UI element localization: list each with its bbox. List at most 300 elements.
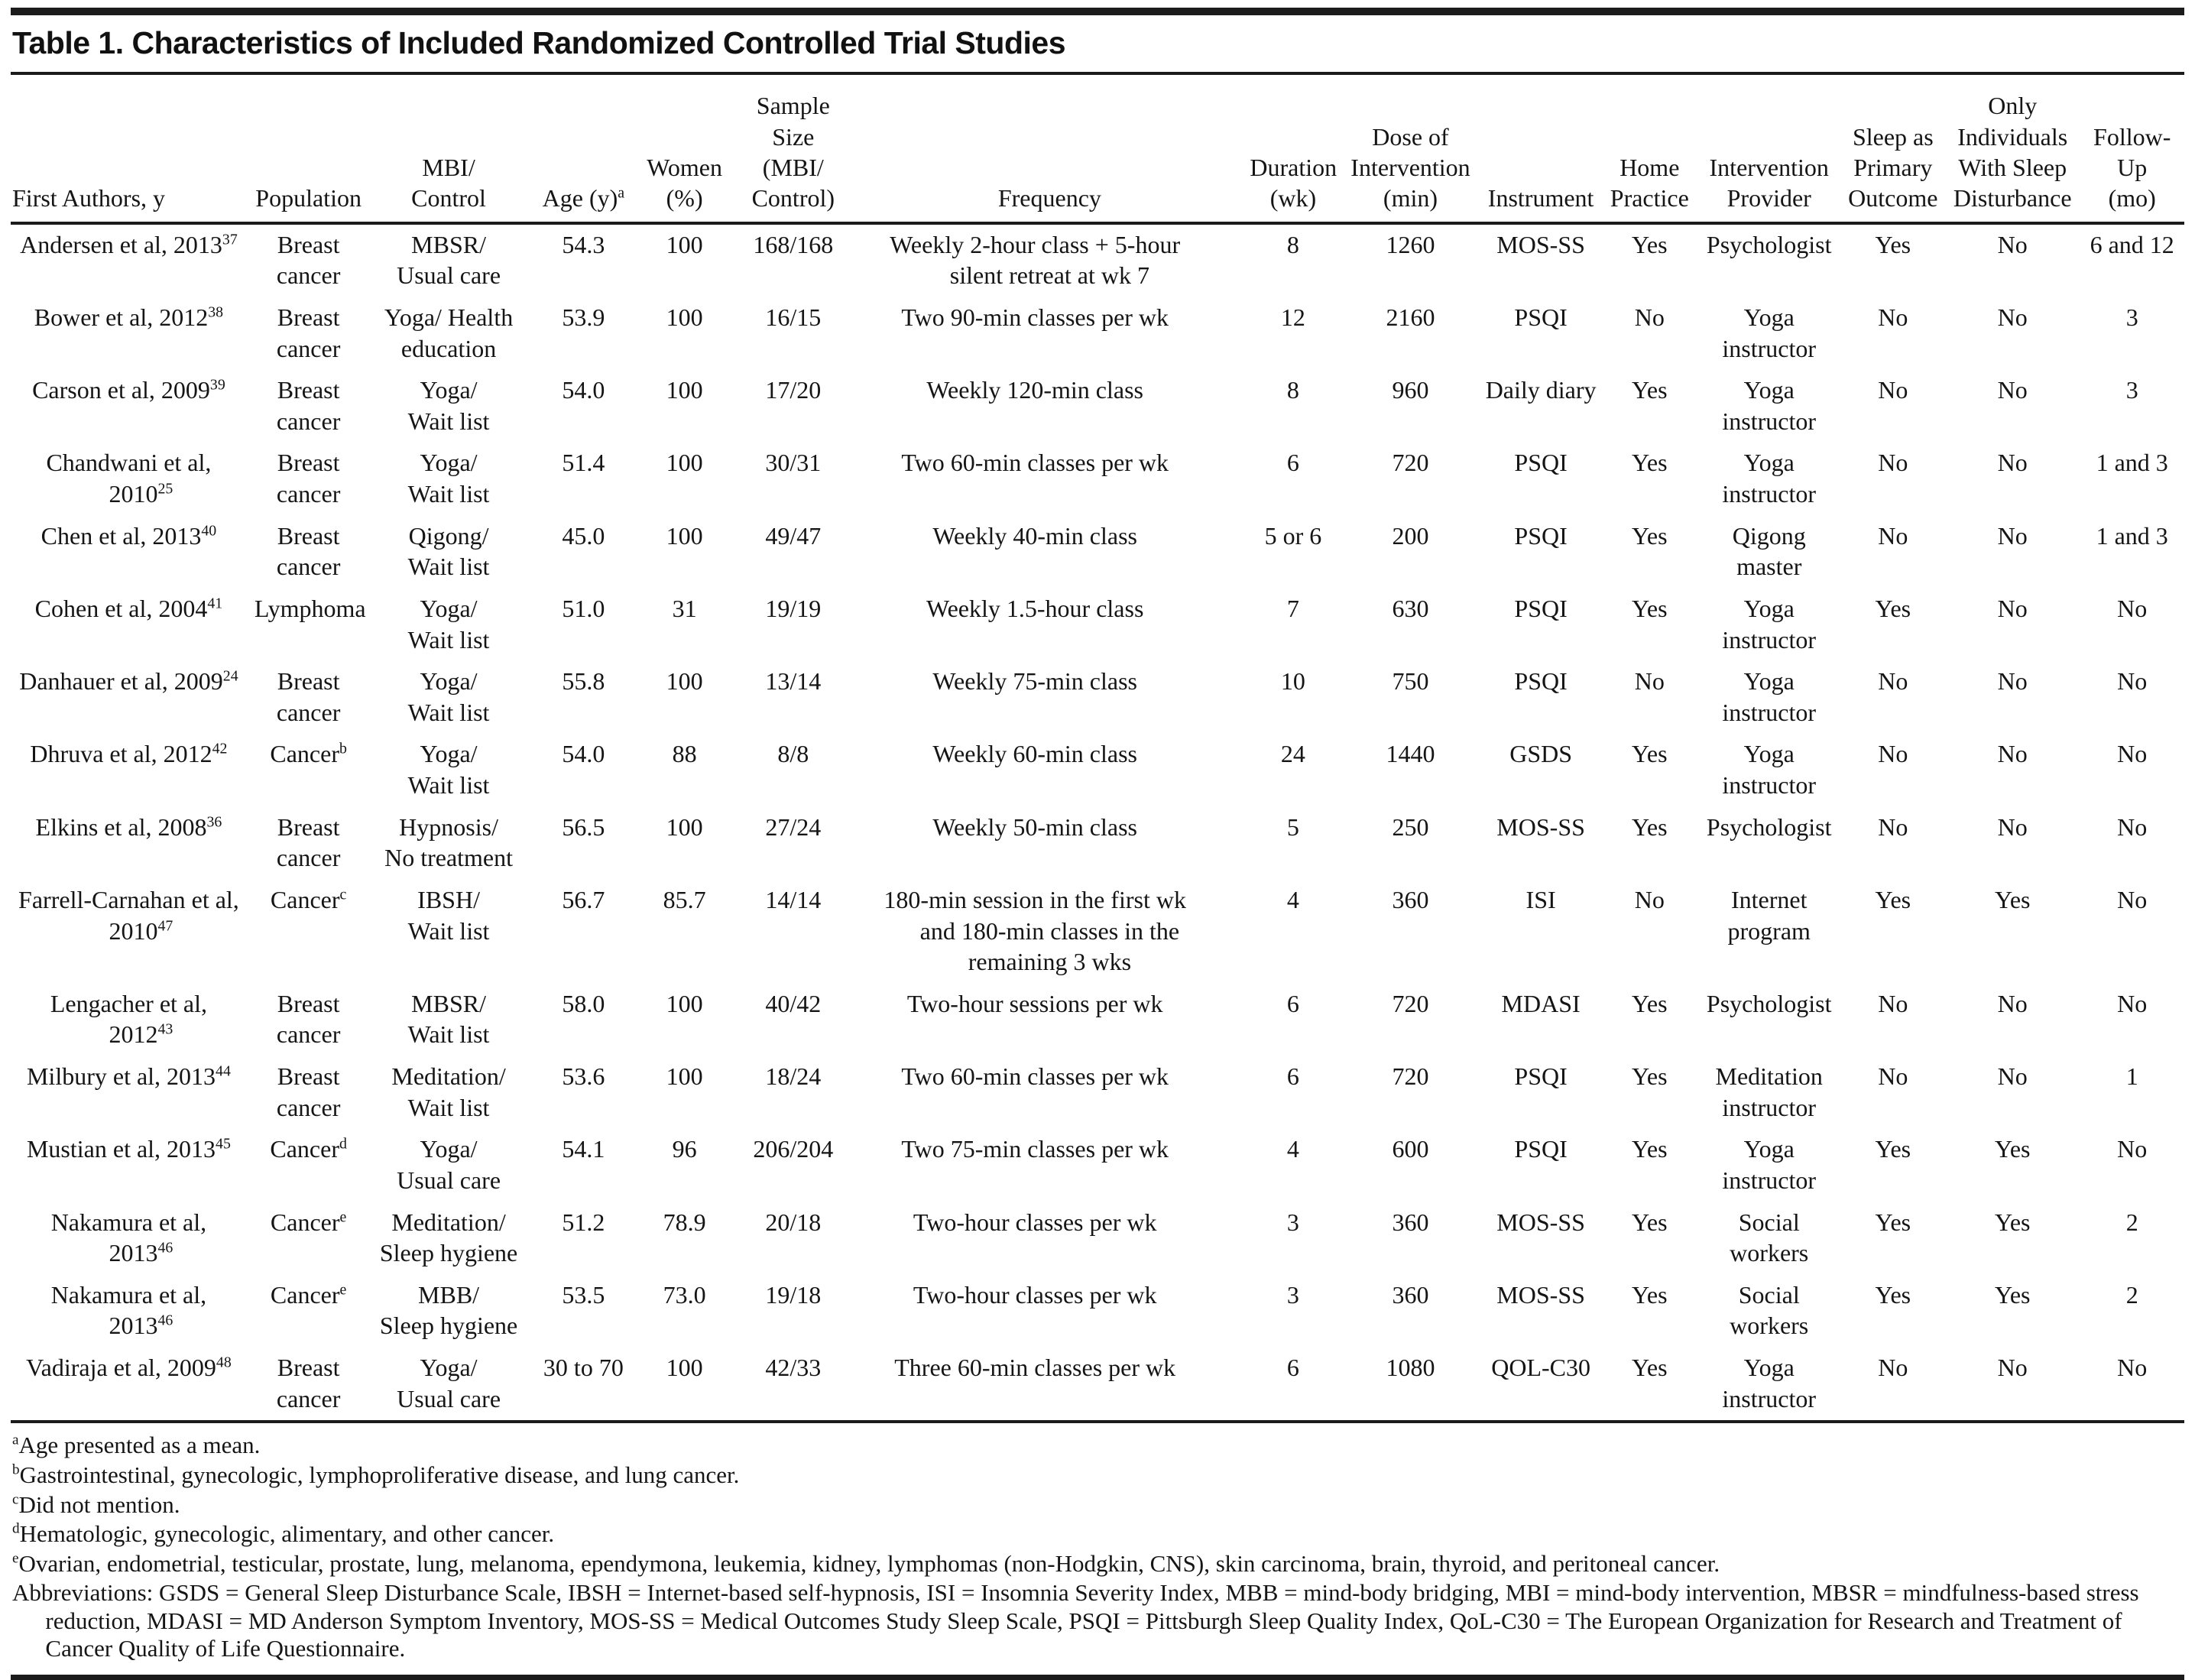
cell-dose: 2160	[1386, 303, 1435, 331]
cell-provider: Psychologist	[1706, 989, 1832, 1017]
table-row	[11, 734, 2184, 806]
cell-age: 54.0	[562, 376, 605, 404]
cell-provider: Yoga instructor	[1722, 1135, 1817, 1194]
cell-sample: 18/24	[765, 1062, 822, 1091]
cell-mbi_control: MBSR/ Wait list	[407, 989, 490, 1049]
cell-sample: 20/18	[765, 1208, 822, 1236]
footnote-marker: c	[12, 1491, 19, 1508]
cell-sleep_primary: No	[1878, 1062, 1908, 1091]
cell-dose: 250	[1392, 812, 1429, 841]
cell-follow_up: 2	[2125, 1280, 2138, 1309]
cell-age: 53.5	[562, 1280, 605, 1309]
cell-follow_up: 1 and 3	[2096, 449, 2168, 477]
cell-mbi_control: Yoga/ Wait list	[407, 667, 490, 726]
table-body	[11, 223, 2184, 1422]
cell-duration: 24	[1280, 740, 1305, 768]
cell-home: Yes	[1632, 449, 1668, 477]
cell-author: Danhauer et al, 2009$^{24}$	[19, 667, 238, 696]
table-row	[11, 1129, 2184, 1202]
footnote-b: $^b$Gastrointestinal, gynecologic, lymphoproliferative disease, and lung cancer.	[12, 1461, 740, 1488]
cell-only_sleep: Yes	[1994, 1208, 2031, 1236]
cell-provider: Yoga instructor	[1722, 667, 1817, 726]
cell-sleep_primary: No	[1878, 449, 1908, 477]
cell-home: Yes	[1632, 594, 1668, 622]
cell-frequency: Two 75-min classes per wk	[901, 1135, 1169, 1163]
superscript-note: 25	[157, 480, 173, 498]
cell-author: Bower et al, 2012$^{38}$	[34, 303, 224, 331]
cell-age: 54.3	[562, 230, 605, 258]
cell-frequency: Two 90-min classes per wk	[901, 303, 1169, 331]
cell-women: 100	[666, 376, 703, 404]
superscript-note: b	[339, 740, 347, 757]
cell-mbi_control: Yoga/ Wait list	[407, 740, 490, 799]
cell-sample: 49/47	[765, 521, 822, 550]
cell-mbi_control: Yoga/ Wait list	[407, 594, 490, 654]
cell-sleep_primary: No	[1878, 740, 1908, 768]
cell-provider: Meditation instructor	[1715, 1062, 1823, 1121]
footnote-marker: b	[12, 1461, 20, 1478]
cell-provider: Social workers	[1730, 1208, 1809, 1267]
cell-duration: 6	[1286, 1062, 1299, 1091]
cell-frequency: Weekly 40-min class	[932, 521, 1137, 550]
cell-only_sleep: Yes	[1994, 1135, 2031, 1163]
column-header-author: First Authors, y	[11, 75, 250, 222]
cell-provider: Yoga instructor	[1722, 594, 1817, 654]
superscript-note: e	[339, 1281, 347, 1299]
cell-duration: 8	[1286, 376, 1299, 404]
cell-population: Cancer$^e$	[270, 1208, 347, 1236]
cell-home: Yes	[1632, 989, 1668, 1017]
cell-dose: 1440	[1386, 740, 1435, 768]
cell-only_sleep: No	[1997, 594, 2028, 622]
cell-dose: 200	[1392, 521, 1429, 550]
cell-age: 51.0	[562, 594, 605, 622]
cell-instrument: PSQI	[1514, 303, 1568, 331]
cell-sleep_primary: No	[1878, 303, 1908, 331]
cell-sample: 27/24	[765, 812, 822, 841]
cell-home: Yes	[1632, 740, 1668, 768]
footnote-marker: d	[12, 1520, 20, 1537]
column-header-women: Women (%)	[637, 75, 732, 222]
cell-dose: 1260	[1386, 230, 1435, 258]
cell-mbi_control: MBB/ Sleep hygiene	[379, 1280, 518, 1340]
cell-frequency: Three 60-min classes per wk	[854, 1348, 1245, 1422]
cell-only_sleep: Yes	[1994, 885, 2031, 913]
cell-sleep_primary: Yes	[1875, 594, 1911, 622]
cell-frequency: 180-min session in the first wk and 180-min classes in the remaining 3 wks	[884, 885, 1186, 976]
cell-provider: Internet program	[1727, 885, 1811, 945]
cell-duration: 6	[1286, 989, 1299, 1017]
cell-home: Yes	[1632, 812, 1668, 841]
cell-dose: 720	[1392, 1062, 1429, 1091]
cell-women: 100	[666, 1062, 703, 1091]
cell-mbi_control: Hypnosis/ No treatment	[384, 812, 514, 872]
cell-dose: 720	[1392, 989, 1429, 1017]
footnotes	[11, 1423, 2184, 1664]
cell-frequency: Two-hour classes per wk	[913, 1208, 1157, 1236]
table-row	[11, 516, 2184, 589]
cell-home: Yes	[1632, 521, 1668, 550]
cell-only_sleep: No	[1997, 376, 2028, 404]
superscript-note: 47	[157, 916, 173, 934]
cell-sleep_primary: No	[1878, 376, 1908, 404]
cell-dose: 360	[1392, 1280, 1429, 1309]
cell-author: Dhruva et al, 2012$^{42}$	[30, 740, 228, 768]
cell-only_sleep: No	[1997, 521, 2028, 550]
cell-sample: 30/31	[765, 449, 822, 477]
cell-only_sleep: Yes	[1994, 1280, 2031, 1309]
cell-author: Farrell-Carnahan et al, 2010$^{47}$	[18, 885, 239, 945]
cell-home: No	[1634, 667, 1665, 696]
top-rule	[11, 8, 2184, 15]
superscript-note: 42	[212, 740, 228, 757]
table-row	[11, 1202, 2184, 1275]
cell-sample: 17/20	[765, 376, 822, 404]
cell-follow_up: 2	[2125, 1208, 2138, 1236]
cell-women: 85.7	[663, 885, 706, 913]
cell-home: Yes	[1632, 1208, 1668, 1236]
table-row	[11, 661, 2184, 734]
cell-home: Yes	[1632, 230, 1668, 258]
column-header-only_sleep: Only Individuals With Sleep Disturbance	[1945, 75, 2080, 222]
cell-duration: 6	[1286, 449, 1299, 477]
column-header-frequency: Frequency	[854, 75, 1245, 222]
cell-home: Yes	[1602, 1348, 1697, 1422]
table-row	[11, 880, 2184, 984]
cell-duration: 5 or 6	[1264, 521, 1322, 550]
cell-duration: 6	[1245, 1348, 1341, 1422]
cell-only_sleep: No	[1997, 667, 2028, 696]
superscript-note: 48	[216, 1354, 232, 1371]
cell-mbi_control: IBSH/ Wait list	[407, 885, 490, 945]
cell-age: 53.9	[562, 303, 605, 331]
cell-duration: 3	[1286, 1280, 1299, 1309]
cell-women: 73.0	[663, 1280, 706, 1309]
cell-sleep_primary: No	[1878, 521, 1908, 550]
cell-only_sleep: No	[1997, 303, 2028, 331]
table-header-row	[11, 75, 2184, 222]
column-header-mbi_control: MBI/ Control	[367, 75, 530, 222]
superscript-note: d	[339, 1135, 347, 1153]
superscript-note: 38	[208, 303, 224, 321]
cell-mbi_control: Qigong/ Wait list	[407, 521, 490, 581]
cell-home: Yes	[1632, 1280, 1668, 1309]
cell-age: 45.0	[562, 521, 605, 550]
cell-frequency: Two-hour classes per wk	[913, 1280, 1157, 1309]
cell-follow_up: 1 and 3	[2096, 521, 2168, 550]
cell-instrument: PSQI	[1514, 521, 1568, 550]
table-row	[11, 589, 2184, 661]
cell-age: 54.0	[562, 740, 605, 768]
cell-dose: 360	[1392, 1208, 1429, 1236]
cell-dose: 360	[1392, 885, 1429, 913]
cell-follow_up: 1	[2125, 1062, 2138, 1091]
table-row	[11, 370, 2184, 443]
superscript-note: 46	[157, 1239, 173, 1257]
table-row	[11, 223, 2184, 297]
cell-follow_up: No	[2117, 740, 2148, 768]
cell-women: 100	[666, 667, 703, 696]
cell-duration: 4	[1286, 885, 1299, 913]
cell-frequency: Two 60-min classes per wk	[901, 449, 1169, 477]
footnote-a: $^a$Age presented as a mean.	[12, 1432, 261, 1459]
cell-mbi_control: Yoga/ Usual care	[367, 1348, 530, 1422]
cell-women: 100	[666, 230, 703, 258]
cell-instrument: MOS-SS	[1496, 1208, 1585, 1236]
table-row	[11, 807, 2184, 880]
cell-sleep_primary: Yes	[1875, 1135, 1911, 1163]
superscript-note: 44	[216, 1062, 231, 1080]
table-row	[11, 984, 2184, 1056]
footnote-c: $^c$Did not mention.	[12, 1490, 180, 1518]
table-row	[11, 1275, 2184, 1348]
cell-age: 51.4	[562, 449, 605, 477]
footnote-e: $^e$Ovarian, endometrial, testicular, prostate, lung, melanoma, ependymona, leukemia, kidney, lymphomas (non-Hodgkin, CNS), skin carcinoma, brain, thyroid, and peritoneal cancer.	[12, 1549, 1720, 1577]
cell-duration: 3	[1286, 1208, 1299, 1236]
column-header-age: Age $(y)^a$	[530, 75, 637, 222]
cell-instrument: MOS-SS	[1496, 230, 1585, 258]
column-header-sample: Sample Size (MBI/ Control)	[732, 75, 854, 222]
footnote-abbreviations: Abbreviations: GSDS = General Sleep Disturbance Scale, IBSH = Internet-based self-hypnosis, ISI = Insomnia Severity Index, MBB = mind-body bridging, MBI = mind-body intervention, MBSR = mindfulness-based stress reduction, MDASI = MD Anderson Symptom Inventory, MOS-SS = Medical Outcomes Study Sleep Scale, PSQI = Pittsburgh Sleep Quality Index, QoL-C30 = The European Organization for Research and Treatment of Cancer Quality of Life Questionnaire.	[12, 1579, 2139, 1662]
column-header-home: Home Practice	[1602, 75, 1697, 222]
cell-sample: 19/18	[765, 1280, 822, 1309]
bottom-rule	[11, 1675, 2184, 1680]
cell-follow_up: No	[2117, 594, 2148, 622]
cell-duration: 8	[1286, 230, 1299, 258]
cell-provider: Psychologist	[1706, 812, 1832, 841]
cell-population: Breast cancer	[276, 1062, 341, 1121]
cell-instrument: PSQI	[1514, 449, 1568, 477]
cell-sample: 19/19	[765, 594, 822, 622]
superscript-note: 39	[209, 376, 225, 394]
cell-population: Breast cancer	[276, 230, 341, 290]
cell-sleep_primary: No	[1841, 1348, 1946, 1422]
cell-author: Mustian et al, 2013$^{45}$	[26, 1135, 231, 1163]
cell-frequency: Weekly 120-min class	[926, 376, 1143, 404]
cell-frequency: Two-hour sessions per wk	[906, 989, 1163, 1017]
cell-population: Cancer$^e$	[270, 1280, 347, 1309]
cell-sample: 8/8	[777, 740, 809, 768]
cell-population: Breast cancer	[276, 521, 341, 581]
cell-sample: 13/14	[765, 667, 822, 696]
cell-sleep_primary: No	[1878, 812, 1908, 841]
footnote-marker: a	[12, 1432, 19, 1449]
cell-population: Breast cancer	[276, 449, 341, 508]
cell-author: Nakamura et al, 2013$^{46}$	[50, 1208, 207, 1267]
cell-only_sleep: No	[1997, 449, 2028, 477]
cell-women: 88	[672, 740, 697, 768]
cell-author: Milbury et al, 2013$^{44}$	[26, 1062, 231, 1091]
table-row	[11, 443, 2184, 515]
cell-duration: 10	[1280, 667, 1305, 696]
cell-women: 100	[666, 989, 703, 1017]
cell-follow_up: 3	[2125, 376, 2138, 404]
cell-sample: 206/204	[753, 1135, 834, 1163]
superscript-note: 41	[207, 595, 223, 612]
cell-age: 30 to 70	[530, 1348, 637, 1422]
cell-mbi_control: Yoga/ Wait list	[407, 376, 490, 435]
cell-sleep_primary: Yes	[1875, 1280, 1911, 1309]
cell-dose: 750	[1392, 667, 1429, 696]
cell-provider: Qigong master	[1732, 521, 1806, 581]
table-row	[11, 1056, 2184, 1129]
cell-duration: 5	[1286, 812, 1299, 841]
cell-age: 58.0	[562, 989, 605, 1017]
cell-mbi_control: Meditation/ Sleep hygiene	[379, 1208, 518, 1267]
column-header-duration: Duration (wk)	[1245, 75, 1341, 222]
table-row	[11, 297, 2184, 370]
cell-home: Yes	[1632, 1135, 1668, 1163]
cell-follow_up: 6 and 12	[2090, 230, 2174, 258]
cell-age: 53.6	[562, 1062, 605, 1091]
cell-population: Breast cancer	[276, 989, 341, 1049]
cell-only_sleep: No	[1997, 989, 2028, 1017]
cell-home: Yes	[1632, 1062, 1668, 1091]
cell-age: 56.5	[562, 812, 605, 841]
cell-duration: 12	[1280, 303, 1305, 331]
cell-women: 100	[666, 812, 703, 841]
column-header-instrument: Instrument	[1480, 75, 1601, 222]
cell-mbi_control: Meditation/ Wait list	[391, 1062, 506, 1121]
cell-provider: Yoga instructor	[1697, 1348, 1841, 1422]
cell-follow_up: No	[2117, 989, 2148, 1017]
cell-frequency: Weekly 1.5-hour class	[926, 594, 1144, 622]
cell-women: 31	[672, 594, 697, 622]
cell-women: 96	[672, 1135, 697, 1163]
cell-instrument: PSQI	[1514, 594, 1568, 622]
cell-author: Lengacher et al, 2012$^{43}$	[50, 989, 208, 1049]
cell-sample: 42/33	[732, 1348, 854, 1422]
cell-duration: 7	[1286, 594, 1299, 622]
cell-population: Cancer$^d$	[270, 1135, 347, 1163]
cell-age: 51.2	[562, 1208, 605, 1236]
cell-instrument: PSQI	[1514, 1135, 1568, 1163]
cell-home: No	[1634, 885, 1665, 913]
superscript-note: 36	[206, 813, 222, 831]
cell-author: Chen et al, 2013$^{40}$	[41, 521, 217, 550]
cell-provider: Yoga instructor	[1722, 303, 1817, 362]
table-head	[11, 75, 2184, 222]
cell-follow_up: No	[2117, 812, 2148, 841]
cell-author: Nakamura et al, 2013$^{46}$	[50, 1280, 207, 1340]
superscript-note: 45	[216, 1135, 231, 1153]
cell-follow_up: No	[2117, 885, 2148, 913]
column-header-dose: Dose of Intervention (min)	[1341, 75, 1480, 222]
cell-women: 100	[637, 1348, 732, 1422]
cell-instrument: Daily diary	[1485, 376, 1597, 404]
cell-author: Carson et al, 2009$^{39}$	[32, 376, 225, 404]
cell-only_sleep: No	[1945, 1348, 2080, 1422]
cell-instrument: GSDS	[1509, 740, 1573, 768]
cell-population: Breast cancer	[250, 1348, 368, 1422]
column-header-follow_up: Follow-Up (mo)	[2080, 75, 2184, 222]
cell-author: Chandwani et al, 2010$^{25}$	[46, 449, 212, 508]
cell-frequency: Two 60-min classes per wk	[901, 1062, 1169, 1091]
cell-follow_up: No	[2117, 667, 2148, 696]
cell-only_sleep: No	[1997, 812, 2028, 841]
footnote-d: $^d$Hematologic, gynecologic, alimentary, and other cancer.	[12, 1520, 555, 1548]
cell-provider: Yoga instructor	[1722, 449, 1817, 508]
cell-follow_up: 3	[2125, 303, 2138, 331]
cell-sample: 168/168	[753, 230, 834, 258]
cell-population: Breast cancer	[276, 376, 341, 435]
cell-sleep_primary: Yes	[1875, 885, 1911, 913]
cell-dose: 960	[1392, 376, 1429, 404]
cell-provider: Yoga instructor	[1722, 740, 1817, 799]
cell-author: Elkins et al, 2008$^{36}$	[35, 812, 222, 841]
superscript-note: e	[339, 1208, 347, 1225]
cell-mbi_control: Yoga/ Wait list	[407, 449, 490, 508]
cell-women: 100	[666, 521, 703, 550]
cell-provider: Social workers	[1730, 1280, 1809, 1340]
column-header-sleep_primary: Sleep as Primary Outcome	[1841, 75, 1946, 222]
cell-only_sleep: No	[1997, 740, 2028, 768]
cell-frequency: Weekly 60-min class	[932, 740, 1137, 768]
cell-instrument: QOL-C30	[1480, 1348, 1601, 1422]
cell-sample: 40/42	[765, 989, 822, 1017]
cell-population: Cancer$^c$	[270, 885, 347, 913]
cell-dose: 720	[1392, 449, 1429, 477]
cell-women: 100	[666, 449, 703, 477]
cell-age: 56.7	[562, 885, 605, 913]
superscript-note: 37	[222, 231, 238, 248]
cell-women: 100	[666, 303, 703, 331]
cell-instrument: MOS-SS	[1496, 812, 1585, 841]
cell-instrument: PSQI	[1514, 1062, 1568, 1091]
cell-mbi_control: Yoga/ Health education	[384, 303, 514, 362]
cell-mbi_control: MBSR/ Usual care	[397, 230, 501, 290]
superscript-note: a	[618, 184, 625, 202]
cell-provider: Psychologist	[1706, 230, 1832, 258]
cell-home: No	[1634, 303, 1665, 331]
superscript-note: 46	[157, 1312, 173, 1329]
cell-instrument: ISI	[1525, 885, 1556, 913]
cell-dose: 630	[1392, 594, 1429, 622]
footnote-marker: e	[12, 1550, 19, 1567]
cell-sleep_primary: No	[1878, 989, 1908, 1017]
cell-dose: 1080	[1341, 1348, 1480, 1422]
cell-only_sleep: No	[1997, 1062, 2028, 1091]
rct-characteristics-table	[11, 75, 2184, 1423]
cell-women: 78.9	[663, 1208, 706, 1236]
cell-sleep_primary: Yes	[1875, 1208, 1911, 1236]
cell-age: 55.8	[562, 667, 605, 696]
cell-sleep_primary: No	[1878, 667, 1908, 696]
cell-population: Breast cancer	[276, 303, 341, 362]
superscript-note: 40	[201, 522, 217, 540]
column-header-provider: Intervention Provider	[1697, 75, 1841, 222]
cell-provider: Yoga instructor	[1722, 376, 1817, 435]
cell-author: Cohen et al, 2004$^{41}$	[34, 594, 223, 622]
cell-only_sleep: No	[1997, 230, 2028, 258]
cell-population: Breast cancer	[276, 812, 341, 872]
cell-dose: 600	[1392, 1135, 1429, 1163]
cell-frequency: Weekly 2-hour class + 5-hour silent retreat at wk 7	[890, 230, 1181, 290]
superscript-note: 24	[222, 667, 238, 685]
cell-duration: 4	[1286, 1135, 1299, 1163]
cell-sleep_primary: Yes	[1875, 230, 1911, 258]
cell-frequency: Weekly 50-min class	[932, 812, 1137, 841]
cell-follow_up: No	[2117, 1135, 2148, 1163]
cell-population: Cancer$^b$	[270, 740, 347, 768]
cell-population: Breast cancer	[276, 667, 341, 726]
cell-sample: 14/14	[765, 885, 822, 913]
column-header-population: Population	[250, 75, 368, 222]
superscript-note: 43	[157, 1020, 173, 1038]
cell-author: Andersen et al, 2013$^{37}$	[20, 230, 238, 258]
cell-home: Yes	[1632, 376, 1668, 404]
cell-instrument: PSQI	[1514, 667, 1568, 696]
